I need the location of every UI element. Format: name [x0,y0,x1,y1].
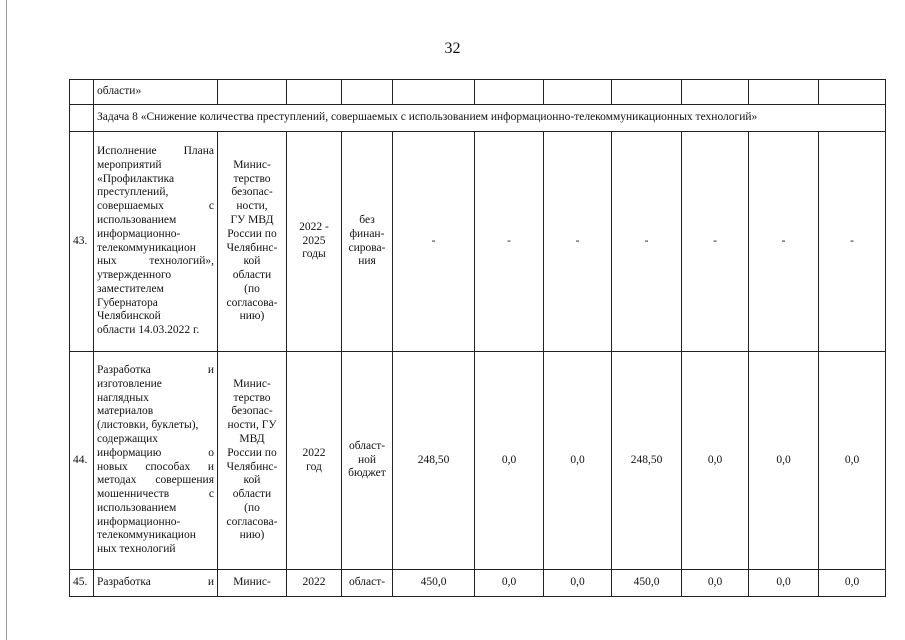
value-cell: 0,0 [819,352,886,570]
continuation-text: области» [94,80,218,105]
word: Разработка [97,363,151,376]
cell-line: Челябинс- [226,241,278,254]
cell-line: кой [243,255,261,268]
value-cell: 248,50 [393,352,475,570]
cell-line: ности, [236,200,268,213]
empty-cell [287,80,342,105]
empty-cell [342,80,393,105]
empty-cell [70,80,94,105]
cell-line: кой [243,474,261,487]
empty-cell [682,80,749,105]
value-cell: - [819,132,886,352]
value-cell: - [475,132,544,352]
word: совершаемых [97,200,164,213]
word: мероприятий [97,158,162,171]
cell-line: без [359,213,375,226]
table-row [70,570,886,597]
measure-name-line [97,488,214,502]
cell-line: нию) [239,529,265,542]
period [287,352,342,570]
row-number: 45. [70,570,94,597]
executor [218,570,287,597]
measure-name-line [97,378,214,392]
word: Челябинской [97,310,161,323]
word: информацию [97,446,162,459]
value-cell: - [544,132,612,352]
funding-source [342,570,393,597]
measure-name-line [97,474,214,488]
word: и [207,576,214,589]
word: материалов [97,405,154,418]
measure-name-line [97,392,214,406]
word: информационно- [97,515,181,528]
measure-name [94,352,218,570]
cell-line: област- [348,439,386,452]
cell-line: согласова- [226,296,278,309]
word: о [208,446,214,459]
value-cell: - [393,132,475,352]
cell-line: (по [244,501,260,514]
measure-name-line [97,516,214,530]
measure-name-line [97,447,214,461]
cell-line: сирова- [348,241,386,254]
word: ных технологий [97,543,176,556]
funding-source [342,132,393,352]
measure-name-line [97,297,214,311]
period [287,570,342,597]
empty-cell [393,80,475,105]
word: Плана [183,144,214,157]
cell-line: област- [348,576,386,589]
measure-name-line [97,269,214,283]
measure-name-line [97,214,214,228]
value-cell: 0,0 [544,352,612,570]
value-cell: 0,0 [749,570,819,597]
value-cell: 248,50 [612,352,682,570]
measure-name-line [97,228,214,242]
measure-name [94,570,218,597]
cell-line: России по [227,446,277,459]
empty-cell [612,80,682,105]
word: ных [97,255,117,268]
measure-name [94,132,218,352]
word: содержащих [97,432,159,445]
continuation-row [70,80,886,105]
value-cell: 0,0 [819,570,886,597]
value-cell: 450,0 [612,570,682,597]
measure-name-line [97,461,214,475]
empty-cell [819,80,886,105]
word: наглядных [97,391,149,404]
measure-name-line [97,145,214,159]
cell-line: терство [233,391,271,404]
word: телекоммуникацион [97,529,196,542]
empty-cell [475,80,544,105]
measure-name-line [97,173,214,187]
task-heading: Задача 8 «Снижение количества преступлений, совершаемых с использованием информационно-телекоммуникационных технологий» [94,105,886,132]
cell-line: 2022 [302,576,326,589]
cell-line: бюджет [348,467,386,480]
word: «Профилактика [97,172,175,185]
measure-name-line [97,405,214,419]
word: области 14.03.2022 г. [97,324,200,337]
measure-name-line [97,242,214,256]
cell-line: нию) [239,310,265,323]
measure-name-line [97,529,214,543]
measure-name-line [97,159,214,173]
value-cell: 0,0 [749,352,819,570]
cell-line: годы [302,248,326,261]
cell-line: области [232,488,272,501]
word: Исполнение [97,144,157,157]
empty-cell [749,80,819,105]
word: Губернатора [97,296,158,309]
word: и [207,363,214,376]
value-cell: 0,0 [544,570,612,597]
value-cell: 0,0 [682,352,749,570]
measure-name-line [97,255,214,269]
word: телекоммуникацион [97,241,196,254]
executor [218,132,287,352]
measure-name-line [97,324,214,338]
cell-line: Минис- [233,158,271,171]
word: утвержденного [97,269,172,282]
word: изготовление [97,377,162,390]
value-cell: 0,0 [682,570,749,597]
executor [218,352,287,570]
value-cell: 450,0 [393,570,475,597]
period [287,132,342,352]
cell-line: ной [357,453,377,466]
measure-name-line [97,310,214,324]
word: способах [145,460,191,473]
value-cell: 0,0 [475,352,544,570]
empty-cell [70,105,94,132]
word: использованием [97,501,177,514]
page-number: 32 [444,40,461,57]
word: преступлений, [97,186,169,199]
word: совершения [155,474,214,487]
word: с [208,488,214,501]
word: с [208,200,214,213]
row-number: 44. [70,352,94,570]
cell-line: финан- [349,227,385,240]
table-row [70,352,886,570]
cell-line: терство [233,172,271,185]
cell-line: 2025 [302,234,326,247]
measure-name-line [97,502,214,516]
scan-left-edge [6,0,7,640]
value-cell: - [682,132,749,352]
word: технологий», [149,255,214,268]
word: и [207,460,214,473]
empty-cell [218,80,287,105]
cell-line: 2022 - [299,220,329,233]
cell-line: ния [358,255,376,268]
word: заместителем [97,282,164,295]
word: (листовки, буклеты), [97,419,199,432]
cell-line: России по [227,227,277,240]
word: мошенничеств [97,488,170,501]
measure-name-line [97,200,214,214]
cell-line: 2022 [302,446,326,459]
measure-name-line [97,433,214,447]
cell-line: области [232,269,272,282]
task-row [70,105,886,132]
word: методах [97,474,137,487]
measure-name-line [97,419,214,433]
measure-name-line [97,543,214,557]
program-table [69,79,886,597]
cell-line: безопас- [231,186,273,199]
word: использованием [97,213,177,226]
value-cell: - [749,132,819,352]
cell-line: (по [244,282,260,295]
measure-name-line [97,186,214,200]
word: информационно- [97,227,181,240]
cell-line: Минис- [233,576,271,589]
cell-line: Минис- [233,377,271,390]
cell-line: Челябинс- [226,460,278,473]
cell-line: МВД [239,432,265,445]
measure-name-line [97,364,214,378]
word: новых [97,460,128,473]
value-cell: 0,0 [475,570,544,597]
value-cell: - [612,132,682,352]
measure-name-line [97,283,214,297]
cell-line: ности, ГУ [227,419,277,432]
funding-source [342,352,393,570]
cell-line: безопас- [231,405,273,418]
cell-line: согласова- [226,515,278,528]
empty-cell [544,80,612,105]
measure-name-line [97,576,214,590]
row-number: 43. [70,132,94,352]
cell-line: ГУ МВД [230,213,274,226]
cell-line: год [306,460,322,473]
word: Разработка [97,576,151,589]
table-row [70,132,886,352]
